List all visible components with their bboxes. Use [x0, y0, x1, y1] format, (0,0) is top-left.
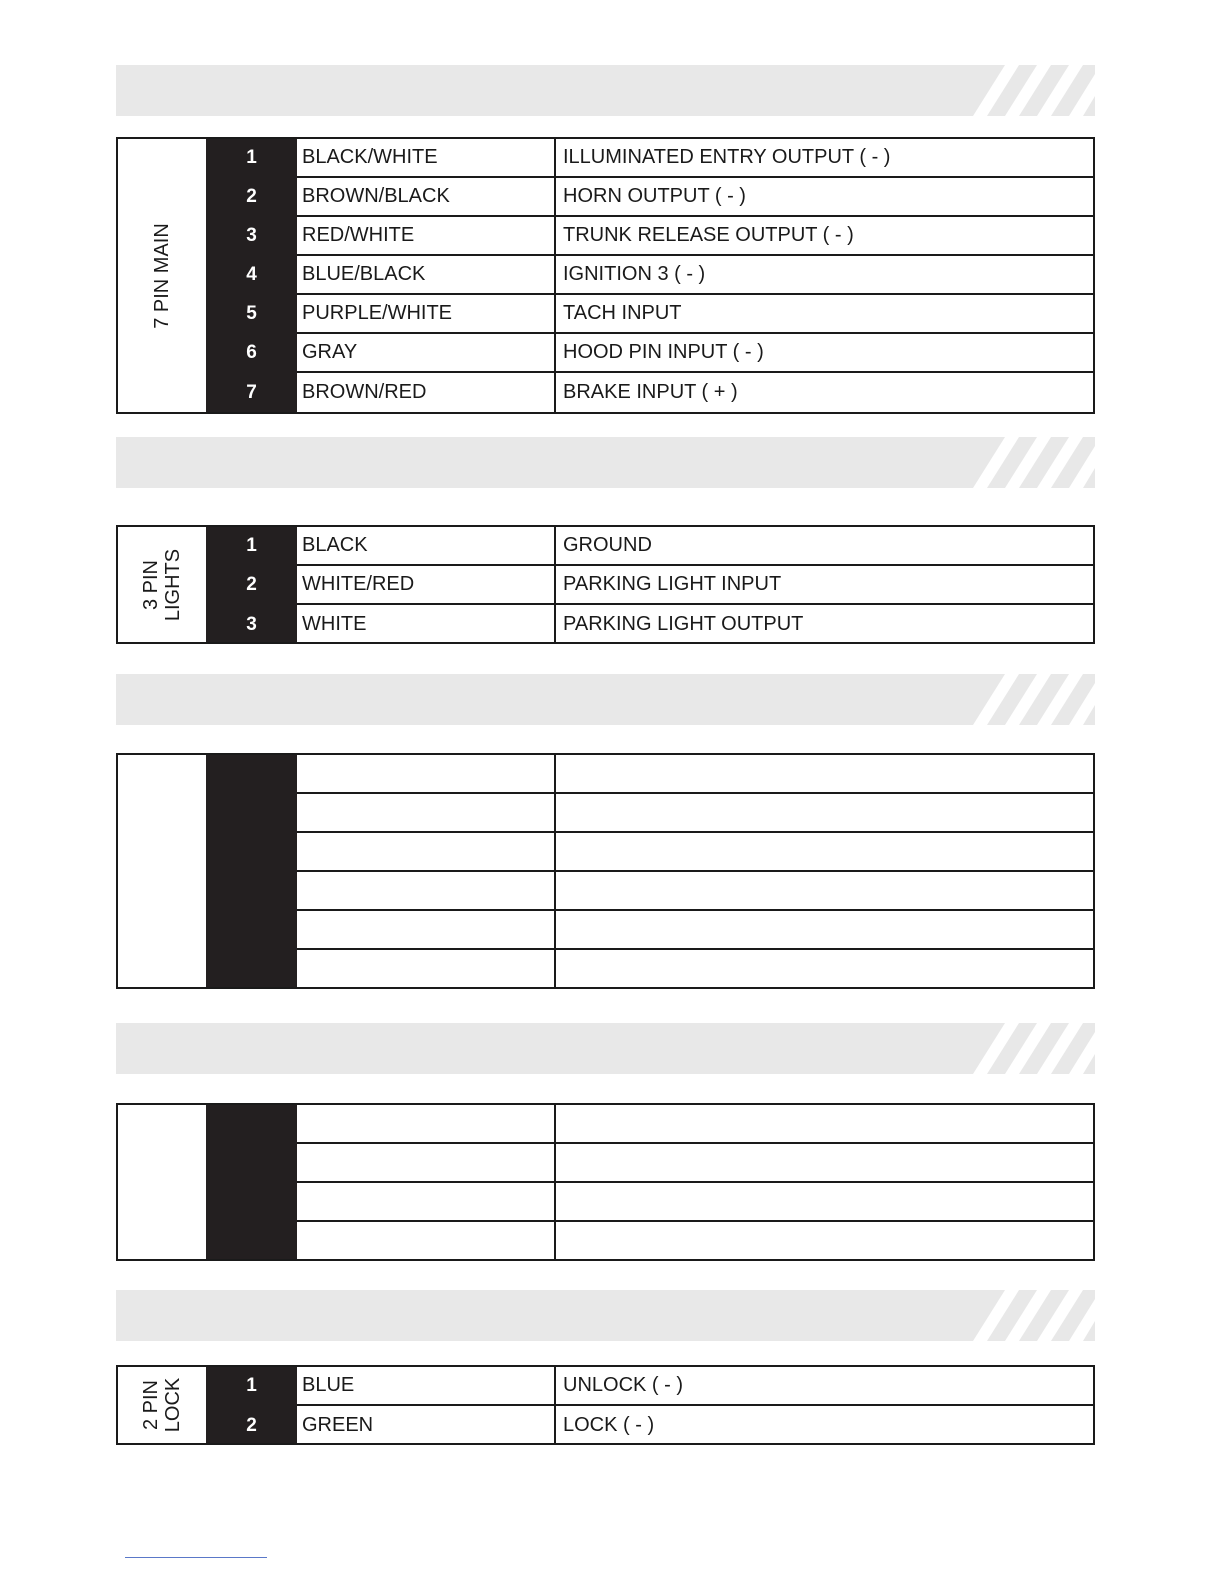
wire-function: LOCK ( - ) [563, 1414, 655, 1436]
table-row [246, 1406, 1093, 1445]
pin-number: 6 [246, 341, 257, 363]
section-header-band [116, 674, 1095, 725]
wire-color: WHITE [297, 605, 556, 644]
connector-label-cell [118, 755, 207, 987]
connector-table-7-pin-main [116, 137, 1095, 414]
table-row [297, 833, 1093, 872]
table-row [246, 217, 1093, 256]
wire-function: GROUND [563, 534, 652, 556]
wire-function: IGNITION 3 ( - ) [563, 263, 706, 285]
wire-color: BLACK/WHITE [297, 139, 556, 176]
table-row [297, 1222, 1093, 1261]
pin-number: 2 [246, 1414, 257, 1436]
wire-function: ILLUMINATED ENTRY OUTPUT ( - ) [563, 146, 891, 168]
pin-number: 4 [246, 263, 257, 285]
stripe-decoration-icon [935, 437, 1095, 488]
stripe-decoration-icon [935, 1290, 1095, 1341]
pin-number: 2 [246, 573, 257, 595]
connector-label [140, 548, 184, 620]
table-row [246, 527, 1093, 566]
wire-color: BLUE/BLACK [297, 256, 556, 293]
wire-color [297, 872, 556, 909]
table-row [297, 1105, 1093, 1144]
connector-label: 7 PIN MAIN [151, 222, 173, 329]
stripe-decoration-icon [935, 1023, 1095, 1074]
wire-color: BROWN/RED [297, 373, 556, 412]
footer-divider [125, 1557, 267, 1558]
section-header-band [116, 1023, 1095, 1074]
wire-color [297, 1183, 556, 1220]
table-row [246, 373, 1093, 412]
wire-function [558, 911, 1093, 948]
pin-number: 1 [246, 1374, 257, 1396]
wire-color: WHITE/RED [297, 566, 556, 603]
wire-color [297, 1222, 556, 1261]
pin-number: 1 [246, 534, 257, 556]
connector-label-cell [118, 139, 207, 412]
wire-function [558, 755, 1093, 792]
connector-table-empty-4 [116, 1103, 1095, 1261]
pin-number: 5 [246, 302, 257, 324]
table-row [246, 566, 1093, 605]
wire-function: HOOD PIN INPUT ( - ) [563, 341, 764, 363]
table-row [297, 794, 1093, 833]
connector-table-3-pin-lights [116, 525, 1095, 644]
connector-label-cell [118, 527, 207, 642]
connector-label-cell [118, 1367, 207, 1443]
table-row [246, 605, 1093, 644]
wire-function [558, 833, 1093, 870]
pin-number: 1 [246, 146, 257, 168]
wire-color [297, 794, 556, 831]
table-row [246, 334, 1093, 373]
wire-color [297, 755, 556, 792]
table-row [297, 950, 1093, 989]
wire-color: RED/WHITE [297, 217, 556, 254]
wire-function [558, 872, 1093, 909]
wire-color: BLUE [297, 1367, 556, 1404]
pin-number: 7 [246, 381, 257, 403]
connector-label-cell [118, 1105, 207, 1259]
table-row [246, 295, 1093, 334]
stripe-decoration-icon [935, 65, 1095, 116]
wire-function: PARKING LIGHT INPUT [563, 573, 782, 595]
wire-color: GRAY [297, 334, 556, 371]
wire-function [558, 1144, 1093, 1181]
wire-function [558, 950, 1093, 989]
pin-number: 3 [246, 224, 257, 246]
connector-table-empty-6 [116, 753, 1095, 989]
wire-color [297, 1144, 556, 1181]
table-row [246, 178, 1093, 217]
wire-color [297, 833, 556, 870]
table-row [246, 256, 1093, 295]
wire-function [558, 1183, 1093, 1220]
pin-number: 2 [246, 185, 257, 207]
table-row [297, 755, 1093, 794]
section-header-band [116, 437, 1095, 488]
table-row [246, 139, 1093, 178]
stripe-decoration-icon [935, 674, 1095, 725]
table-row [297, 1183, 1093, 1222]
wire-function [558, 1105, 1093, 1142]
wire-color [297, 911, 556, 948]
wire-color: BROWN/BLACK [297, 178, 556, 215]
wire-color: PURPLE/WHITE [297, 295, 556, 332]
table-row [246, 1367, 1093, 1406]
table-row [297, 872, 1093, 911]
section-header-band [116, 65, 1095, 116]
pin-number-column [206, 1105, 297, 1259]
wire-function: HORN OUTPUT ( - ) [563, 185, 746, 207]
wire-function: TACH INPUT [563, 302, 682, 324]
connector-label-line: 3 PIN [140, 559, 162, 610]
wire-function: PARKING LIGHT OUTPUT [563, 613, 804, 635]
pin-number: 3 [246, 613, 257, 635]
connector-label-line: LOCK [162, 1377, 184, 1433]
section-header-band [116, 1290, 1095, 1341]
wire-color: BLACK [297, 527, 556, 564]
wire-function: TRUNK RELEASE OUTPUT ( - ) [563, 224, 854, 246]
connector-label-line: LIGHTS [162, 548, 184, 621]
wire-function [558, 1222, 1093, 1261]
pin-number-column [206, 755, 297, 987]
table-row [297, 1144, 1093, 1183]
wire-color [297, 950, 556, 989]
wire-color [297, 1105, 556, 1142]
connector-label-line: 2 PIN [140, 1379, 162, 1431]
wire-function: UNLOCK ( - ) [563, 1374, 683, 1396]
connector-table-2-pin-lock [116, 1365, 1095, 1445]
wire-function [558, 794, 1093, 831]
wire-color: GREEN [297, 1406, 556, 1445]
connector-label [140, 1378, 184, 1432]
wire-function: BRAKE INPUT ( + ) [563, 381, 738, 403]
table-row [297, 911, 1093, 950]
